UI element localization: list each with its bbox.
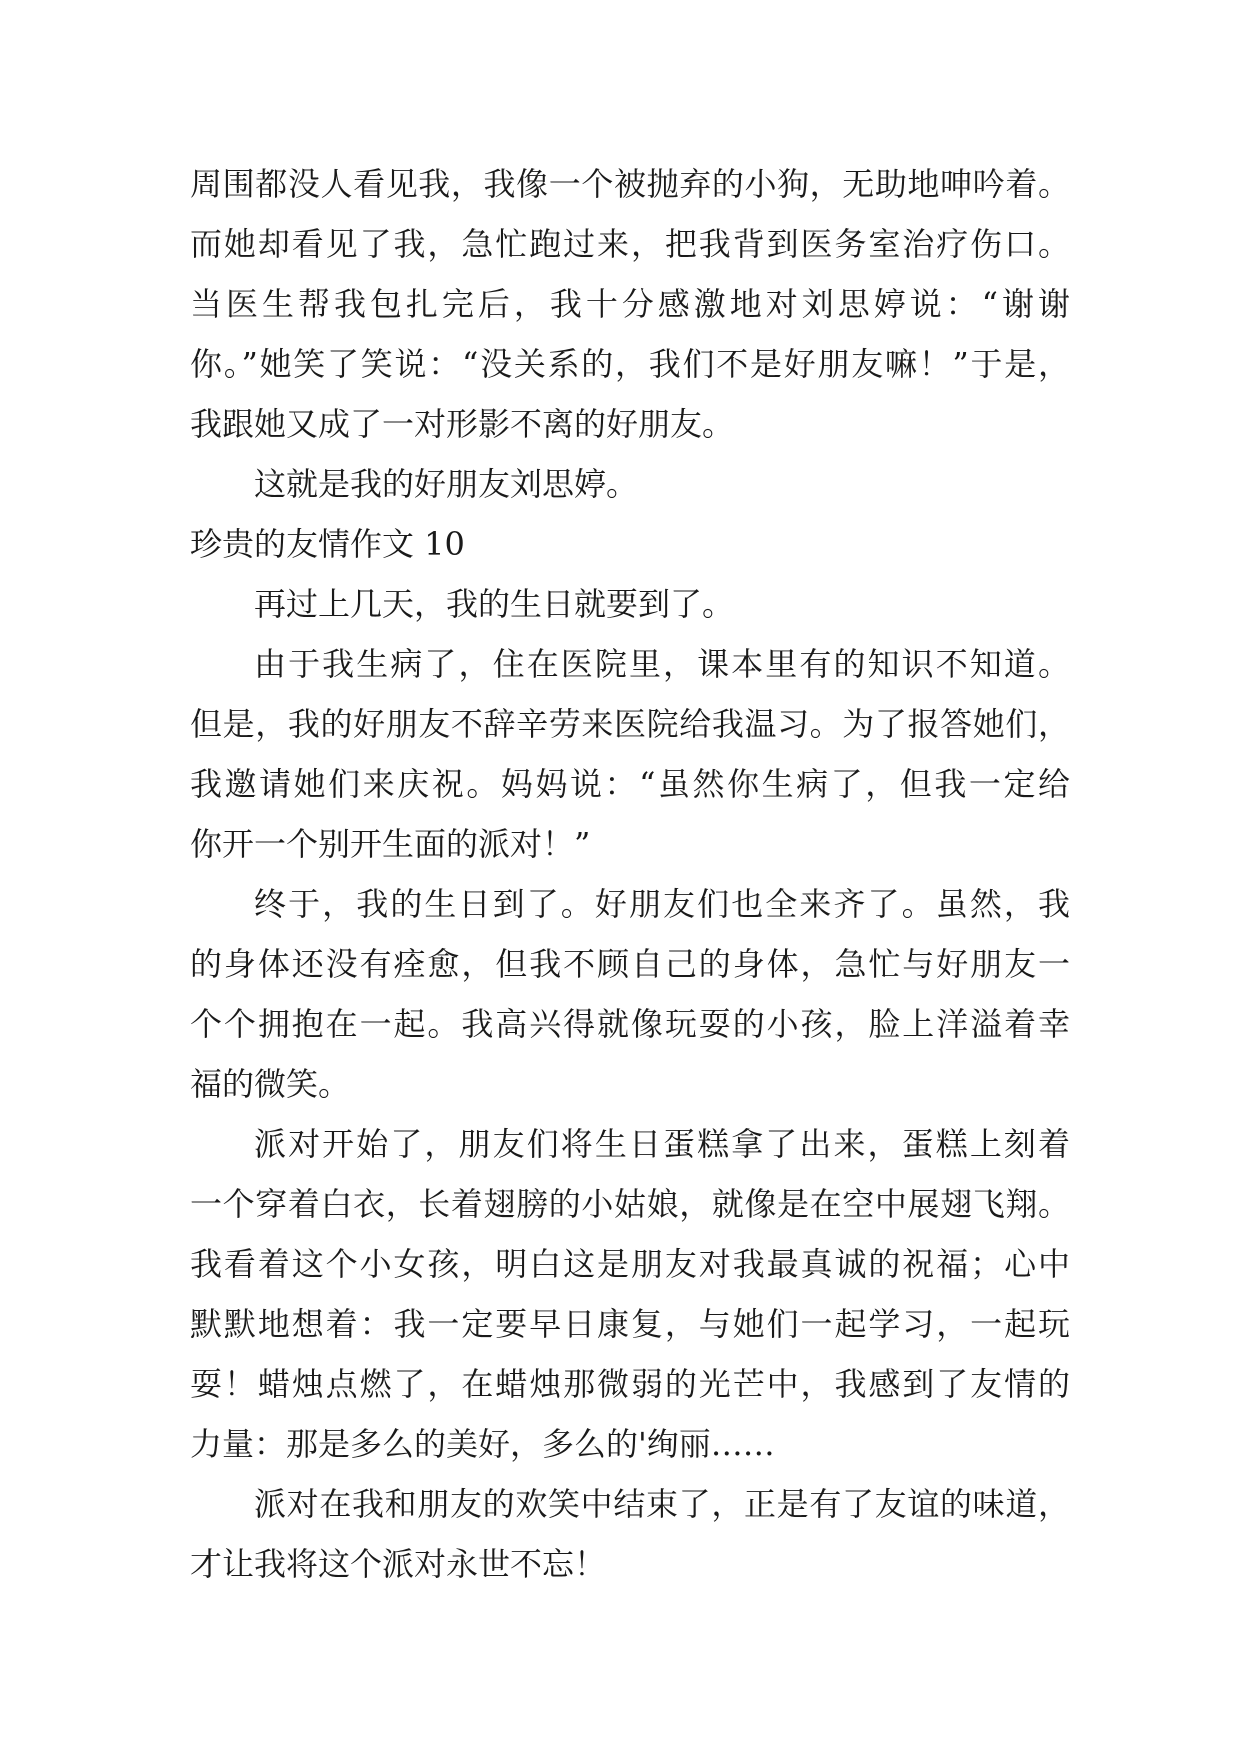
section-heading: 珍贵的友情作文 10	[190, 525, 465, 563]
text-line: 再过上几天，我的生日就要到了。	[254, 585, 735, 623]
text-line: 你。”她笑了笑说：“没关系的，我们不是好朋友嘛！”于是，	[190, 345, 1070, 383]
text-line: 耍！蜡烛点燃了，在蜡烛那微弱的光芒中，我感到了友情的	[190, 1365, 1070, 1403]
paragraph	[190, 1114, 1070, 1474]
paragraph	[190, 574, 1070, 634]
text-line: 而她却看见了我，急忙跑过来，把我背到医务室治疗伤口。	[190, 225, 1070, 263]
text-line: 才让我将这个派对永世不忘！	[190, 1545, 607, 1583]
paragraph	[190, 1474, 1070, 1594]
text-line: 派对开始了，朋友们将生日蛋糕拿了出来，蛋糕上刻着	[254, 1125, 1070, 1163]
text-line: 我邀请她们来庆祝。妈妈说：“虽然你生病了，但我一定给	[190, 765, 1070, 803]
text-line: 当医生帮我包扎完后，我十分感激地对刘思婷说：“谢谢	[190, 285, 1070, 323]
text-line: 但是，我的好朋友不辞辛劳来医院给我温习。为了报答她们，	[190, 705, 1070, 743]
text-line: 力量：那是多么的美好，多么的'绚丽……	[190, 1425, 775, 1463]
text-line: 派对在我和朋友的欢笑中结束了，正是有了友谊的味道，	[254, 1485, 1070, 1523]
document-body	[190, 154, 1070, 1594]
text-line: 默默地想着：我一定要早日康复，与她们一起学习，一起玩	[190, 1305, 1070, 1343]
text-line: 这就是我的好朋友刘思婷。	[254, 465, 639, 503]
text-line: 我看着这个小女孩，明白这是朋友对我最真诚的祝福；心中	[190, 1245, 1070, 1283]
text-line: 周围都没人看见我，我像一个被抛弃的小狗，无助地呻吟着。	[190, 165, 1070, 203]
paragraph	[190, 634, 1070, 874]
paragraph	[190, 874, 1070, 1114]
text-line: 的身体还没有痊愈，但我不顾自己的身体，急忙与好朋友一	[190, 945, 1070, 983]
text-line: 终于，我的生日到了。好朋友们也全来齐了。虽然，我	[254, 885, 1070, 923]
text-line: 你开一个别开生面的派对！”	[190, 825, 591, 863]
paragraph	[190, 454, 1070, 514]
text-line: 我跟她又成了一对形影不离的好朋友。	[190, 405, 735, 443]
paragraph	[190, 154, 1070, 454]
text-line: 个个拥抱在一起。我高兴得就像玩耍的小孩，脸上洋溢着幸	[190, 1005, 1070, 1043]
text-line: 由于我生病了，住在医院里，课本里有的知识不知道。	[254, 645, 1070, 683]
text-line: 一个穿着白衣，长着翅膀的小姑娘，就像是在空中展翅飞翔。	[190, 1185, 1070, 1223]
text-line: 福的微笑。	[190, 1065, 351, 1103]
